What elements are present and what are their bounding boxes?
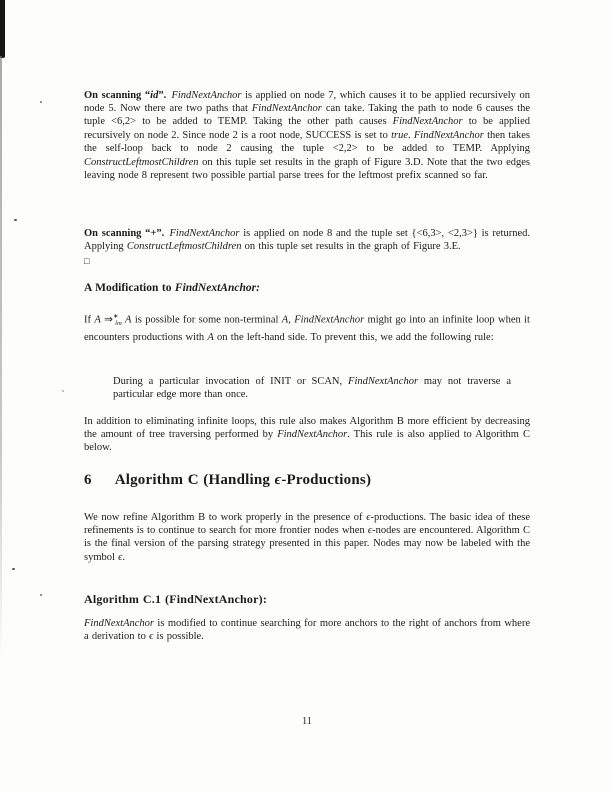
page-number: 11	[302, 716, 312, 727]
scan-speck	[62, 390, 64, 392]
scan-speck	[14, 219, 17, 221]
paragraph-we-now-refine: We now refine Algorithm B to work properly in the presence of ϵ-productions. The basic idea of these refinements is to continue to search for more frontier nodes when ϵ-nodes are encountered. Algorithm C is the final version of the parsing strategy presented in this paper. Nodes may now be labeled with the symbol ϵ.	[84, 511, 531, 563]
scan-speck	[12, 568, 15, 570]
scan-artifact-corner	[0, 0, 5, 58]
scan-speck	[40, 101, 42, 103]
paragraph-findnextanchor-modified: FindNextAnchor is modified to continue searching for more anchors to the right of anchors from where a derivation to ϵ is possible.	[84, 617, 530, 642]
paragraph-in-addition: In addition to eliminating infinite loops, this rule also makes Algorithm B more efficient by decreasing the amount of tree traversing performed by FindNextAnchor. This rule is also applied to Algorithm C below.	[84, 415, 531, 454]
section-number: 6	[84, 472, 92, 489]
section-heading-6	[84, 474, 530, 487]
scan-artifact-edge-line	[0, 56, 2, 660]
scan-speck	[40, 594, 42, 596]
qed-square-symbol: □	[84, 256, 90, 266]
rule-statement: During a particular invocation of INIT or SCAN, FindNextAnchor may not traverse a particular edge more than once.	[113, 375, 511, 400]
heading-algorithm-c1: Algorithm C.1 (FindNextAnchor):	[84, 592, 268, 606]
paragraph-on-scanning-plus: On scanning “+”. FindNextAnchor is applied on node 8 and the tuple set {<6,3>, <2,3>} is returned. Applying ConstructLeftmostChildren on this tuple set results in the graph of Figure 3.E.	[84, 227, 530, 252]
heading-modification: A Modification to FindNextAnchor:	[84, 281, 260, 294]
paragraph-on-scanning-id: On scanning “id”. FindNextAnchor is applied on node 7, which causes it to be applied recursively on node 5. Now there are two paths that FindNextAnchor can take. Taking the path to node 6 causes the tuple <6,2> to be added to TEMP. Taking the other path causes FindNextAnchor to be applied recursively on node 2. Since node 2 is a root node, SUCCESS is set to true. FindNextAnchor then takes the self-loop back to node 2 causing the tuple <2,2> to be added to TEMP. Applying ConstructLeftmostChildren on this tuple set results in the graph of Figure 3.D. Note that the two edges leaving node 8 represent two possible partial parse trees for the leftmost prefix scanned so far.	[84, 89, 530, 181]
section-title: Algorithm C (Handling ϵ-Productions)	[114, 472, 372, 489]
paragraph-infinite-loop: If A $\Rightarrow^∗_{lm}$ A is possible for some non-terminal A, FindNextAnchor might go into an infinite loop when it encounters productions with A on the left-hand side. To prevent this, we add the following rule:	[84, 312, 530, 343]
